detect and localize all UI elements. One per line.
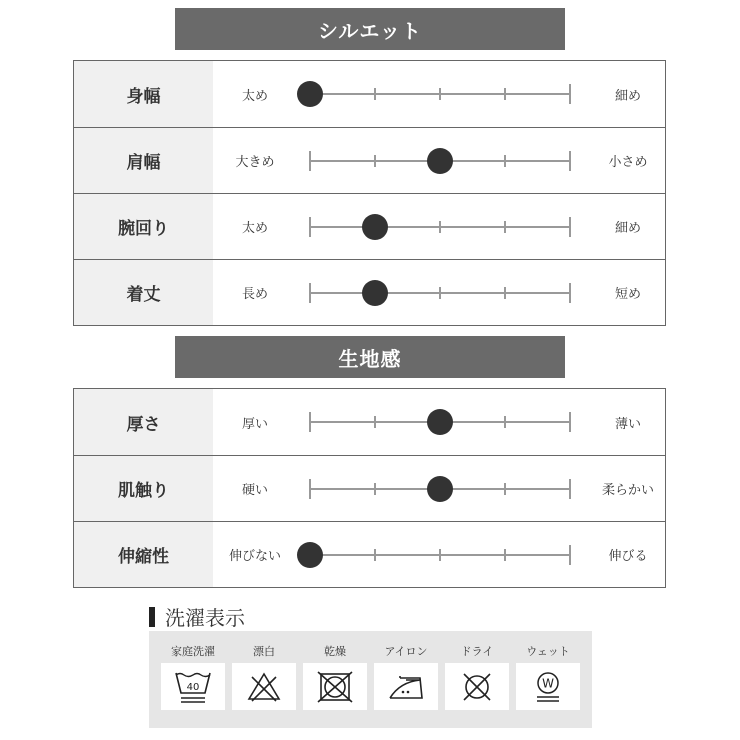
scale-tick [504, 287, 506, 299]
scale-tick [569, 283, 571, 303]
no-bleach-icon [232, 663, 296, 710]
svg-text:40: 40 [186, 681, 200, 693]
right-scale-label: 細め [614, 221, 641, 236]
silhouette-header: シルエット [175, 8, 565, 50]
left-scale-label: 厚い [241, 416, 268, 432]
laundry-label: ドライ [460, 645, 494, 658]
laundry-item [303, 641, 367, 710]
laundry-label: 乾燥 [324, 645, 346, 658]
scale-tick [504, 549, 506, 561]
row-label: 伸縮性 [74, 522, 213, 587]
texture-table [73, 388, 666, 588]
left-scale-label: 太め [241, 221, 268, 236]
right-scale-label: 柔らかい [601, 483, 654, 498]
scale-tick [374, 483, 376, 495]
scale-tick [374, 88, 376, 100]
row-label: 腕回り [74, 194, 213, 259]
texture-header: 生地感 [175, 336, 565, 378]
scale-tick [309, 479, 311, 499]
laundry-item [161, 641, 225, 710]
scale-tick [504, 483, 506, 495]
scale-marker [427, 476, 453, 502]
scale-tick [439, 287, 441, 299]
scale-tick [374, 155, 376, 167]
scale-marker [362, 280, 388, 306]
iron-medium-icon [374, 663, 438, 710]
scale-tick [504, 88, 506, 100]
row-label: 肌触り [74, 456, 213, 521]
silhouette-table [73, 60, 666, 326]
table-row [74, 193, 665, 259]
left-scale-label: 大きめ [235, 155, 275, 170]
laundry-label: 漂白 [253, 645, 275, 658]
scale-tick [309, 412, 311, 432]
scale-tick [569, 151, 571, 171]
laundry-item [232, 641, 296, 710]
laundry-title-text: 洗濯表示 [165, 606, 245, 630]
scale-line [310, 226, 570, 228]
table-row [74, 127, 665, 193]
laundry-item [374, 641, 438, 710]
laundry-item [516, 641, 580, 710]
scale-marker [427, 148, 453, 174]
scale-tick [569, 545, 571, 565]
row-label: 厚さ [74, 389, 213, 455]
scale-tick [504, 221, 506, 233]
table-row [74, 455, 665, 521]
scale-line [310, 421, 570, 423]
scale-tick [439, 221, 441, 233]
scale-marker [297, 81, 323, 107]
scale-tick [569, 412, 571, 432]
laundry-label: 家庭洗濯 [171, 645, 215, 658]
laundry-label: ウェット [526, 645, 570, 658]
table-row [74, 61, 665, 127]
scale-tick [504, 155, 506, 167]
row-label: 肩幅 [74, 128, 213, 193]
right-scale-label: 短め [614, 287, 641, 302]
right-scale-label: 細め [614, 88, 641, 104]
row-label: 身幅 [74, 61, 213, 127]
wash-40-icon [161, 663, 225, 710]
scale-marker [362, 214, 388, 240]
right-scale-label: 伸びる [608, 549, 648, 564]
scale-line [310, 488, 570, 490]
scale-tick [374, 416, 376, 428]
left-scale-label: 長め [241, 287, 268, 302]
scale-tick [504, 416, 506, 428]
right-scale-label: 小さめ [608, 155, 648, 170]
scale-tick [374, 549, 376, 561]
left-scale-label: 硬い [241, 483, 268, 498]
table-row [74, 389, 665, 455]
title-bar [149, 607, 155, 627]
laundry-item [445, 641, 509, 710]
scale-line [310, 93, 570, 95]
scale-line [310, 160, 570, 162]
scale-marker [427, 409, 453, 435]
scale-line [310, 292, 570, 294]
scale-marker [297, 542, 323, 568]
scale-tick [309, 151, 311, 171]
wet-clean-icon [516, 663, 580, 710]
scale-tick [569, 217, 571, 237]
laundry-panel [149, 631, 592, 728]
scale-tick [439, 549, 441, 561]
scale-tick [309, 217, 311, 237]
left-scale-label: 太め [241, 88, 268, 104]
table-row [74, 521, 665, 587]
scale-line [310, 554, 570, 556]
no-tumble-dry-icon [303, 663, 367, 710]
scale-tick [569, 84, 571, 104]
scale-tick [309, 283, 311, 303]
laundry-label: アイロン [384, 645, 428, 658]
left-scale-label: 伸びない [228, 549, 281, 564]
table-row [74, 259, 665, 325]
scale-tick [569, 479, 571, 499]
svg-text:W: W [542, 676, 554, 690]
laundry-title [149, 602, 245, 631]
right-scale-label: 薄い [614, 416, 641, 432]
row-label: 着丈 [74, 260, 213, 325]
scale-tick [439, 88, 441, 100]
no-dry-clean-icon [445, 663, 509, 710]
